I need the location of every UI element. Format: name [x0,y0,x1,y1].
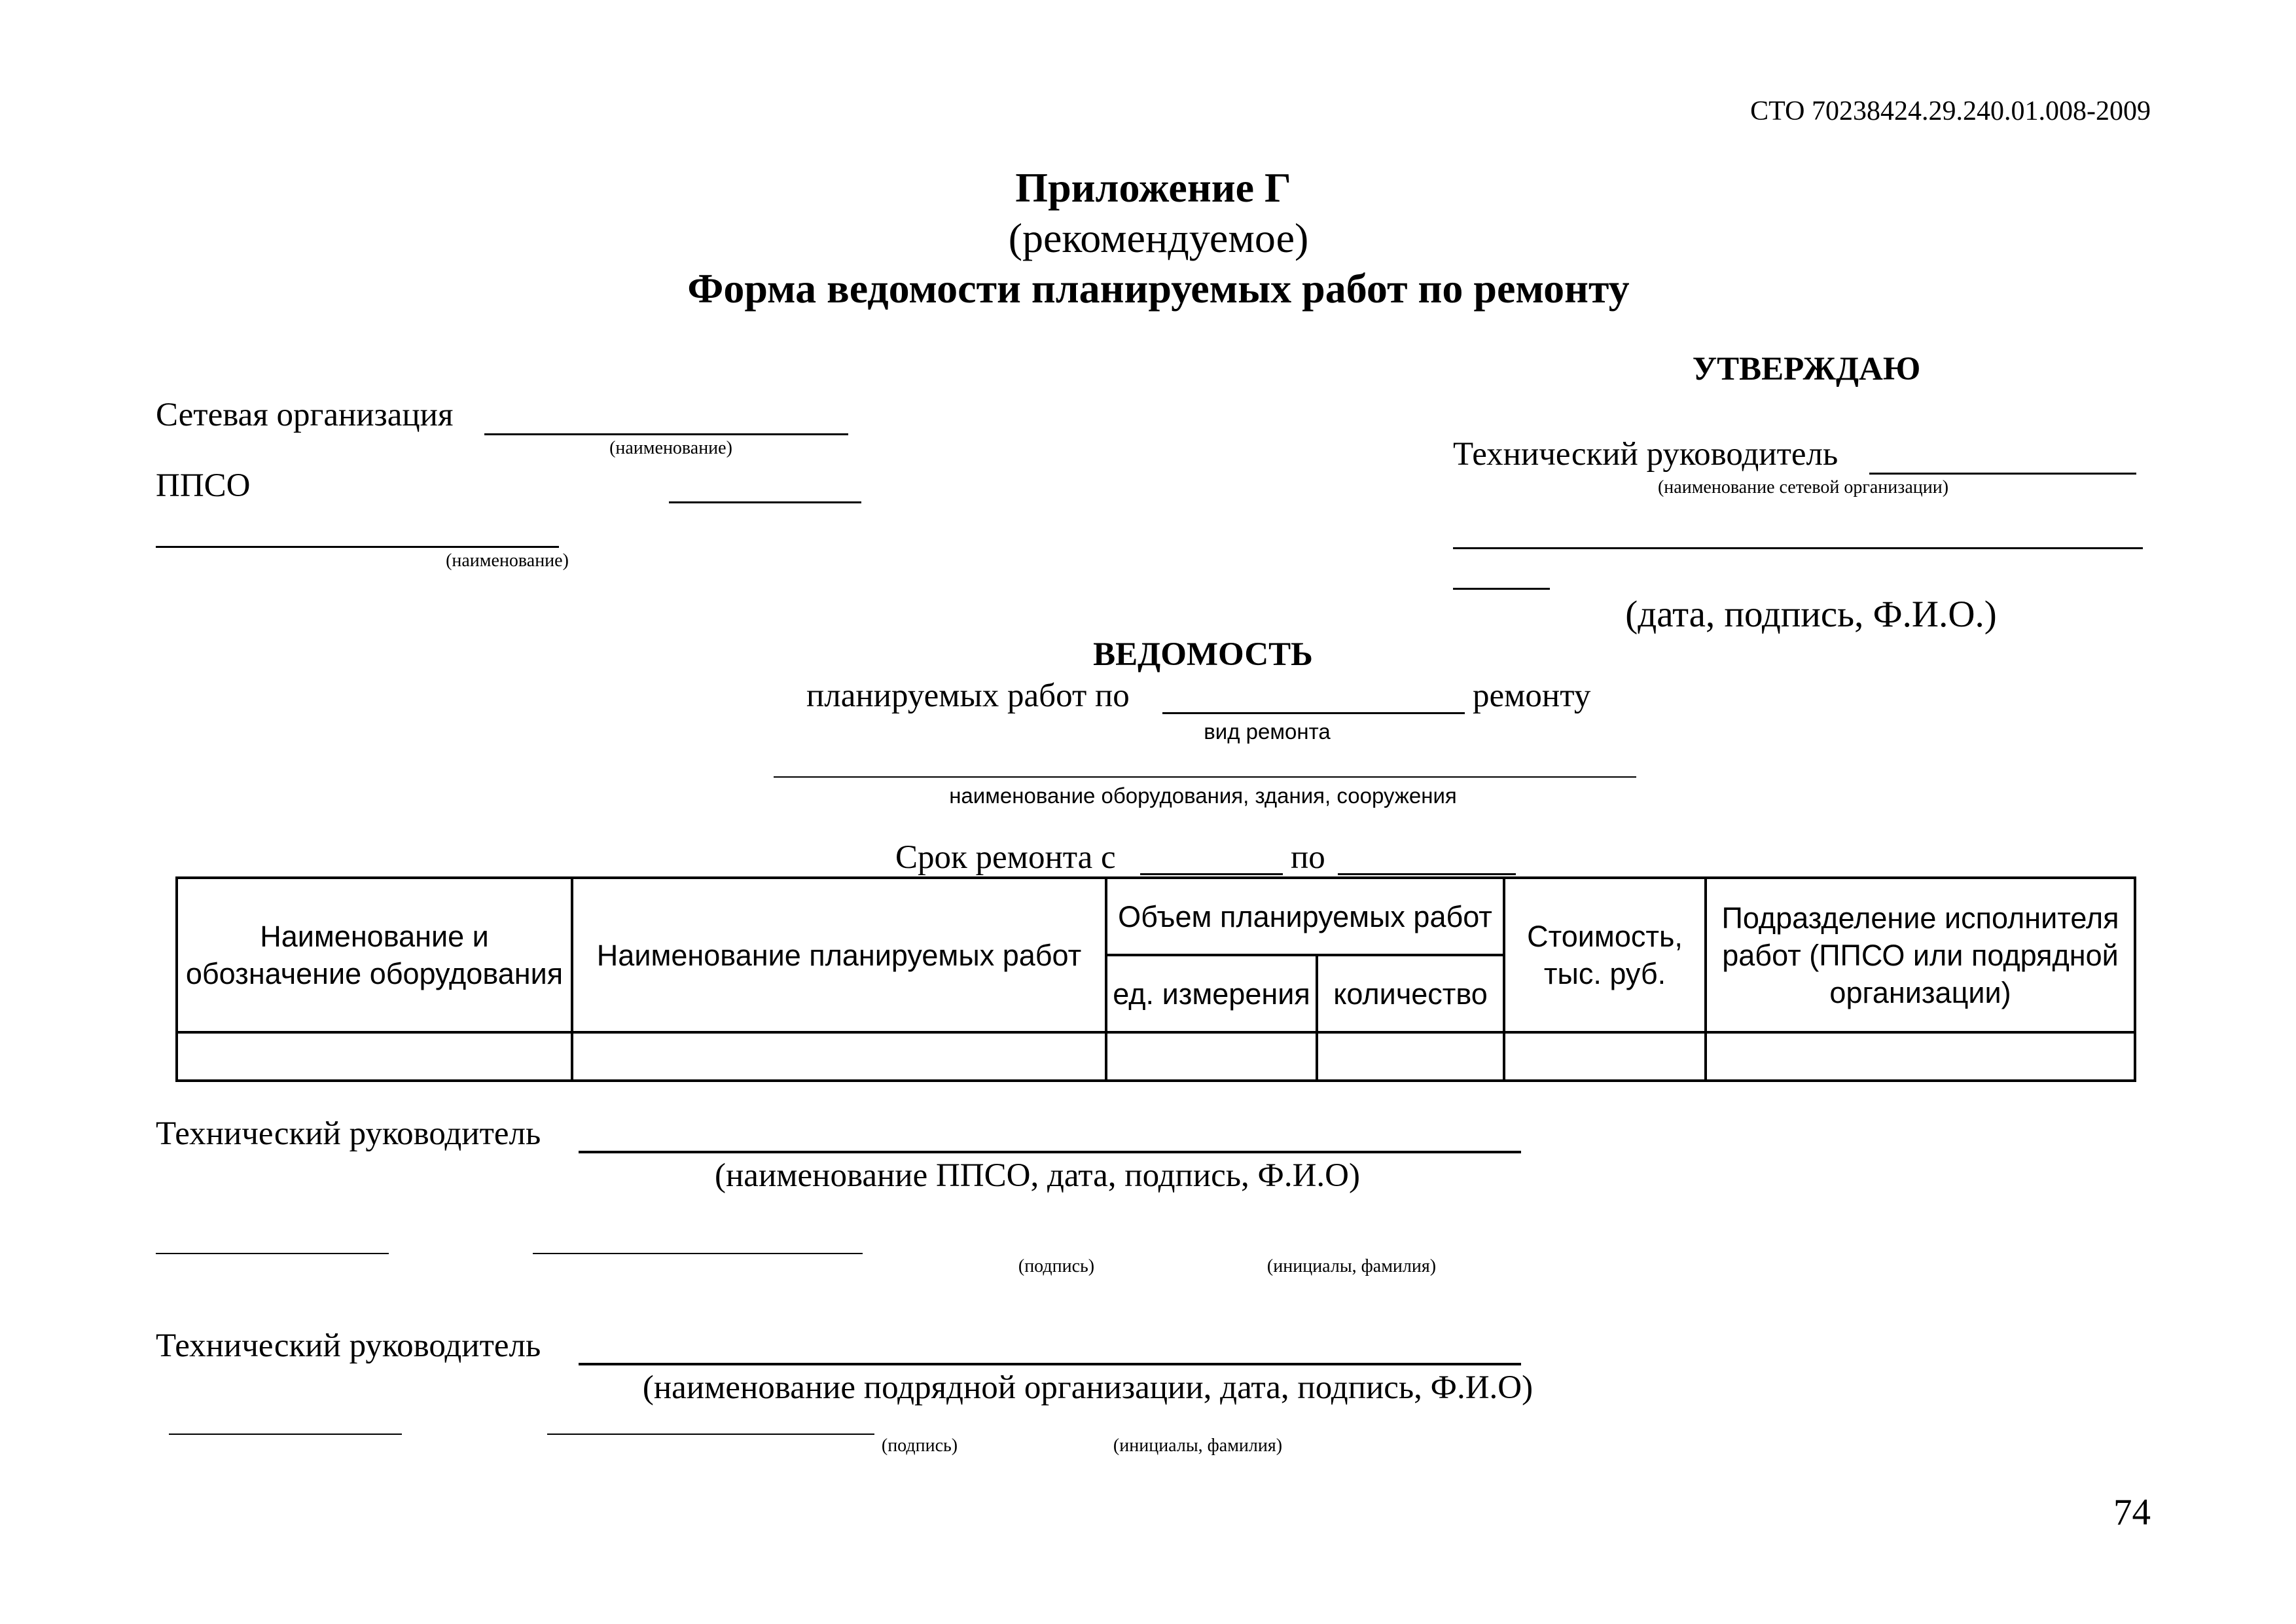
approval-label: УТВЕРЖДАЮ [1692,351,1921,388]
appendix-status: (рекомендуемое) [1008,215,1309,261]
ppso-field-continued[interactable] [156,546,559,548]
equipment-name-field[interactable] [774,776,1636,778]
cell-executor[interactable] [1706,1032,2135,1081]
first-name-field[interactable] [533,1253,863,1254]
statement-heading: ВЕДОМОСТЬ [1093,636,1313,673]
ppso-label: ППСО [156,467,251,504]
approval-org-field[interactable] [1869,473,2136,475]
second-signature-caption: (подпись) [881,1435,958,1456]
approval-position: Технический руководитель [1453,436,1839,473]
first-signer-caption: (наименование ППСО, дата, подпись, Ф.И.О) [715,1157,1360,1194]
header-cost: Стоимость, тыс. руб. [1504,878,1706,1032]
network-org-caption: (наименование) [609,438,732,458]
second-signer-field[interactable] [579,1363,1521,1365]
repair-type-field[interactable] [1162,712,1465,714]
header-works: Наименование планируемых работ [572,878,1106,1032]
repair-type-caption: вид ремонта [1204,719,1331,744]
header-volume: Объем планируемых работ [1106,878,1504,955]
cell-equipment[interactable] [177,1032,572,1081]
cell-works[interactable] [572,1032,1106,1081]
form-title: Форма ведомости планируемых работ по ремонту [687,265,1630,312]
repair-period-to-label: по [1291,839,1325,876]
equipment-name-caption: наименование оборудования, здания, сооружения [949,784,1457,808]
second-name-field[interactable] [547,1434,874,1435]
statement-line-suffix: ремонту [1473,677,1591,714]
first-name-caption: (инициалы, фамилия) [1266,1256,1437,1276]
second-signer-position: Технический руководитель [156,1327,541,1364]
network-org-label: Сетевая организация [156,397,454,433]
approval-org-caption: (наименование сетевой организации) [1657,477,1949,497]
second-signature-field[interactable] [169,1434,402,1435]
page-number: 74 [2113,1492,2151,1533]
repair-period-to-field[interactable] [1338,873,1516,875]
first-signature-field[interactable] [156,1253,389,1254]
approval-signature-field-continued[interactable] [1453,588,1550,590]
header-executor: Подразделение исполнителя работ (ППСО или подрядной организации) [1706,878,2135,1032]
approval-signature-field[interactable] [1453,547,2143,549]
header-quantity: количество [1317,955,1504,1032]
planned-works-table [175,876,2136,1082]
cell-quantity[interactable] [1317,1032,1504,1081]
cell-unit[interactable] [1106,1032,1317,1081]
ppso-caption: (наименование) [446,550,569,571]
repair-period-from-label: Срок ремонта с [895,839,1116,876]
network-org-field[interactable] [484,433,848,435]
header-unit: ед. измерения [1106,955,1317,1032]
cell-cost[interactable] [1504,1032,1706,1081]
first-signer-position: Технический руководитель [156,1115,541,1152]
approval-signature-caption: (дата, подпись, Ф.И.О.) [1625,594,1997,635]
second-signer-caption: (наименование подрядной организации, дата, подпись, Ф.И.О) [642,1369,1534,1406]
statement-line-prefix: планируемых работ по [806,677,1130,714]
second-name-caption: (инициалы, фамилия) [1113,1435,1283,1456]
document-code: СТО 70238424.29.240.01.008-2009 [1750,96,2151,126]
header-equipment: Наименование и обозначение оборудования [177,878,572,1032]
appendix-title: Приложение Г [1015,164,1291,211]
ppso-field[interactable] [669,501,861,503]
first-signature-caption: (подпись) [1018,1256,1095,1276]
first-signer-field[interactable] [579,1151,1521,1153]
repair-period-from-field[interactable] [1140,873,1283,875]
